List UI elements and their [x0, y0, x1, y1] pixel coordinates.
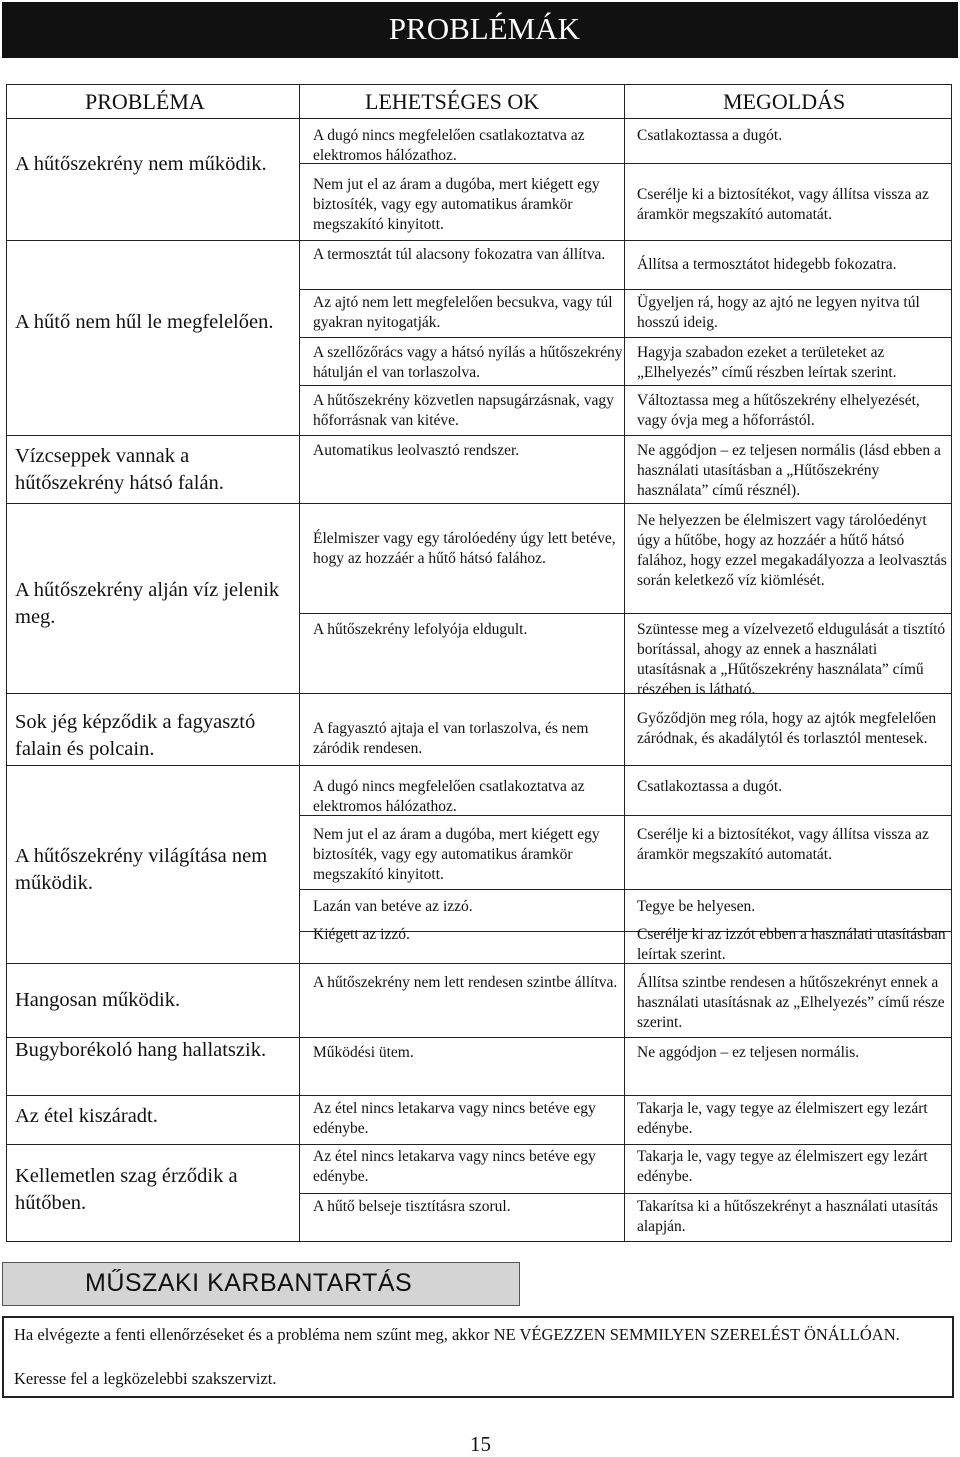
solution-cell: Takarja le, vagy tegye az élelmiszert egy lezárt edénybe.: [637, 1100, 928, 1137]
solution-cell: Ne helyezzen be élelmiszert vagy tárolóedényt úgy a hűtőbe, hogy az hozzáér a hűtő hátsó falához, hogy ezzel megakadályozza a leolvasztás során keletkező víz kiömlését.: [637, 512, 947, 589]
problem-cell: A hűtőszekrény világítása nem működik.: [15, 845, 268, 894]
column-divider: [299, 85, 300, 1241]
cause-cell: Nem jut el az áram a dugóba, mert kiégett egy biztosíték, vagy egy automatikus áramkör megszakító kinyitott.: [313, 176, 600, 233]
cause-cell: Működési ütem.: [313, 1044, 414, 1061]
cause-cell: A fagyasztó ajtaja el van torlaszolva, és nem záródik rendesen.: [313, 720, 589, 757]
cause-cell: Az étel nincs letakarva vagy nincs betéve egy edénybe.: [313, 1100, 596, 1137]
solution-cell: Takarja le, vagy tegye az élelmiszert egy lezárt edénybe.: [637, 1148, 928, 1185]
solution-cell: Ne aggódjon – ez teljesen normális.: [637, 1044, 860, 1061]
problem-cell: A hűtő nem hűl le megfelelően.: [15, 311, 274, 333]
cause-cell: A dugó nincs megfelelően csatlakoztatva az elektromos hálózathoz.: [313, 778, 585, 815]
solution-cell: Tegye be helyesen.: [637, 898, 756, 915]
cause-cell: A hűtő belseje tisztításra szorul.: [313, 1198, 511, 1215]
solution-cell: Csatlakoztassa a dugót.: [637, 778, 783, 795]
solution-cell: Ne aggódjon – ez teljesen normális (lásd ebben a használati utasításban a „Hűtőszekrény használata” című résznél).: [637, 442, 941, 499]
row-divider: [7, 435, 951, 436]
page-title: PROBLÉMÁK: [388, 11, 580, 46]
problem-cell: A hűtőszekrény alján víz jelenik meg.: [15, 579, 280, 628]
row-divider: [299, 1193, 951, 1194]
column-divider: [624, 85, 625, 1241]
problem-cell: Kellemetlen szag érződik a hűtőben.: [15, 1165, 238, 1214]
maintenance-notice: [2, 1316, 954, 1398]
maintenance-heading-bar: [2, 1262, 520, 1306]
row-divider: [299, 385, 951, 386]
solution-cell: Állítsa szintbe rendesen a hűtőszekrényt ennek a használati utasításnak az „Elhelyezés” című része szerint.: [637, 974, 945, 1031]
page-number: 15: [470, 1432, 491, 1456]
notice-text: Ha elvégezte a fenti ellenőrzéseket és a probléma nem szűnt meg, akkor NE VÉGEZZEN SEMMILYEN SZERELÉST ÖNÁLLÓAN.: [14, 1325, 900, 1344]
problem-cell: Vízcseppek vannak a hűtőszekrény hátsó falán.: [15, 445, 224, 494]
problem-cell: A hűtőszekrény nem működik.: [15, 153, 267, 175]
page-title-bar: [2, 2, 958, 58]
row-divider: [299, 337, 951, 338]
solution-cell: Ügyeljen rá, hogy az ajtó ne legyen nyitva túl hosszú ideig.: [637, 294, 920, 331]
cause-cell: Az étel nincs letakarva vagy nincs betéve egy edénybe.: [313, 1148, 596, 1185]
solution-cell: Cserélje ki a biztosítékot, vagy állítsa vissza az áramkör megszakító automatát.: [637, 186, 929, 223]
solution-cell: Változtassa meg a hűtőszekrény elhelyezését, vagy óvja meg a hőforrástól.: [637, 392, 920, 429]
row-divider: [299, 289, 951, 290]
solution-cell: Hagyja szabadon ezeket a területeket az „Elhelyezés” című részben leírtak szerint.: [637, 344, 897, 381]
problem-cell: Hangosan működik.: [15, 989, 181, 1011]
cause-cell: Nem jut el az áram a dugóba, mert kiégett egy biztosíték, vagy egy automatikus áramkör megszakító kinyitott.: [313, 826, 600, 883]
table-header: [6, 84, 952, 119]
row-divider: [7, 1144, 951, 1145]
row-divider: [7, 765, 951, 766]
header-problem: PROBLÉMA: [85, 89, 205, 114]
solution-cell: Szüntesse meg a vízelvezető eldugulását a tisztító borítással, ahogy az ennek a használati utasításnak a „Hűtőszekrény használata” című részében is látható.: [637, 621, 946, 698]
header-cause: LEHETSÉGES OK: [365, 89, 540, 114]
solution-cell: Csatlakoztassa a dugót.: [637, 127, 783, 144]
troubleshooting-table: [6, 118, 952, 1242]
cause-cell: A hűtőszekrény közvetlen napsugárzásnak, vagy hőforrásnak van kitéve.: [313, 392, 614, 429]
cause-cell: A termosztát túl alacsony fokozatra van állítva.: [313, 246, 606, 263]
cause-cell: Kiégett az izzó.: [313, 926, 410, 943]
cause-cell: A szellőzőrács vagy a hátsó nyílás a hűtőszekrény hátulján el van torlaszolva.: [313, 344, 623, 381]
solution-cell: Cserélje ki a biztosítékot, vagy állítsa vissza az áramkör megszakító automatát.: [637, 826, 929, 863]
header-solution: MEGOLDÁS: [723, 89, 846, 114]
cause-cell: A dugó nincs megfelelően csatlakoztatva az elektromos hálózathoz.: [313, 127, 585, 164]
problem-cell: Sok jég képződik a fagyasztó falain és polcain.: [15, 711, 256, 760]
cause-cell: A hűtőszekrény lefolyója eldugult.: [313, 621, 528, 638]
row-divider: [7, 1095, 951, 1096]
solution-cell: Takarítsa ki a hűtőszekrényt a használati utasítás alapján.: [637, 1198, 939, 1235]
problem-cell: Bugyborékoló hang hallatszik.: [15, 1039, 267, 1061]
cause-cell: Lazán van betéve az izzó.: [313, 898, 473, 915]
cause-cell: Az ajtó nem lett megfelelően becsukva, vagy túl gyakran nyitogatják.: [313, 294, 613, 331]
maintenance-heading: MŰSZAKI KARBANTARTÁS: [85, 1269, 413, 1297]
cause-cell: A hűtőszekrény nem lett rendesen szintbe állítva.: [313, 974, 618, 991]
cause-cell: Automatikus leolvasztó rendszer.: [313, 442, 520, 459]
cause-cell: Élelmiszer vagy egy tárolóedény úgy lett betéve, hogy az hozzáér a hűtő hátsó falához.: [313, 530, 616, 567]
row-divider: [7, 503, 951, 504]
solution-cell: Cserélje ki az izzót ebben a használati utasításban leírtak szerint.: [637, 926, 946, 963]
row-divider: [299, 889, 951, 890]
row-divider: [299, 613, 951, 614]
notice-text: Keresse fel a legközelebbi szakszervizt.: [14, 1369, 277, 1388]
solution-cell: Győződjön meg róla, hogy az ajtók megfelelően záródnak, és akadálytól és torlasztól mentesek.: [637, 710, 937, 747]
solution-cell: Állítsa a termosztátot hidegebb fokozatra.: [637, 256, 897, 273]
row-divider: [7, 240, 951, 241]
problem-cell: Az étel kiszáradt.: [15, 1105, 158, 1127]
